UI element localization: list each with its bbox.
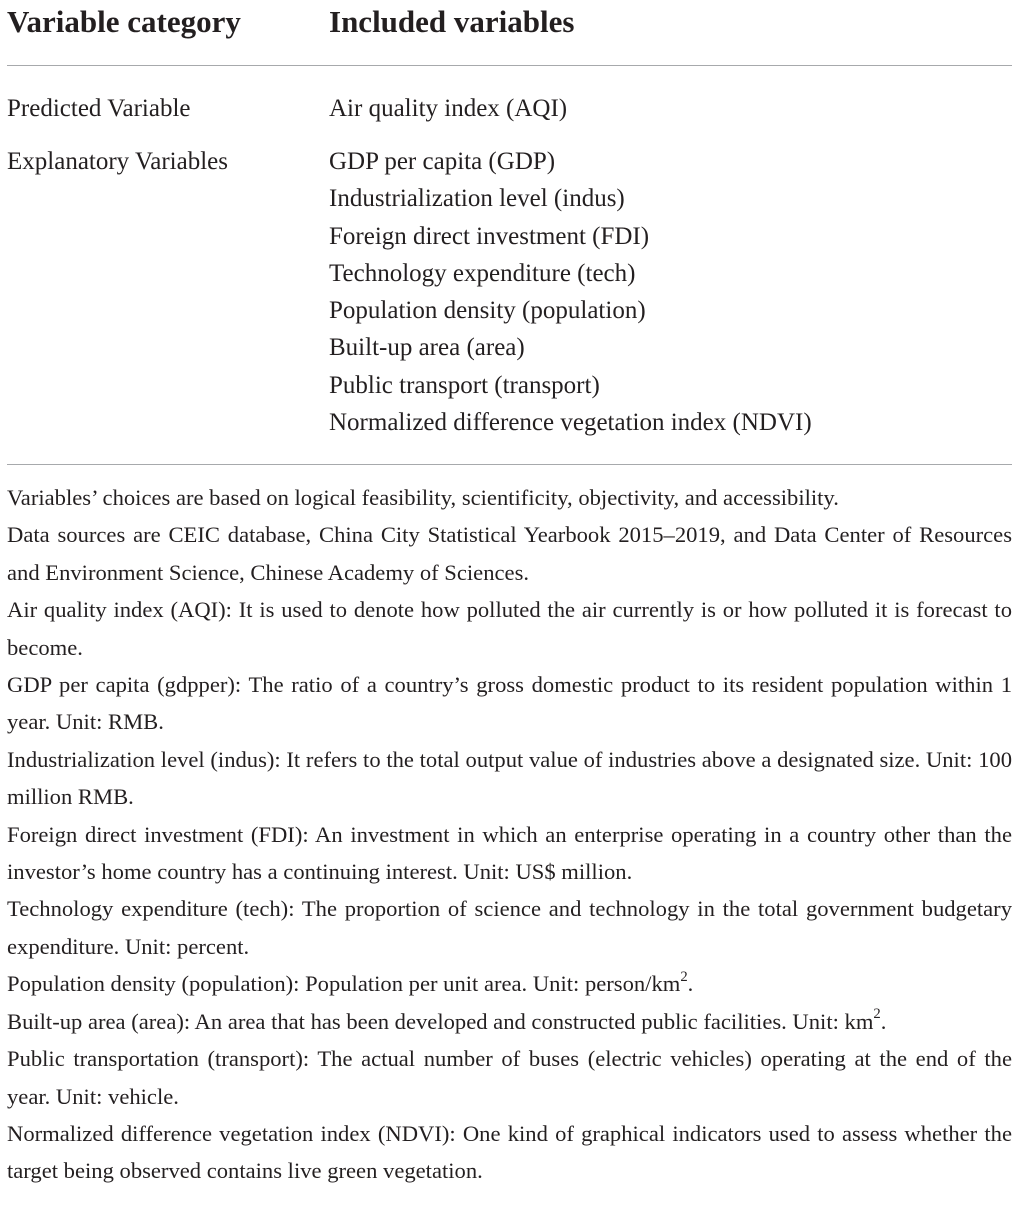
explanatory-variable: Technology expenditure (tech) (329, 259, 636, 287)
footnote: Air quality index (AQI): It is used to denote how polluted the air currently is or how polluted it is forecast to become. (7, 597, 1012, 660)
footnote-text: Population density (population): Population per unit area. Unit: person/km (7, 971, 681, 997)
explanatory-variable: Public transport (transport) (329, 371, 600, 399)
footnote: Public transportation (transport): The actual number of buses (electric vehicles) operating at the end of the year. Unit: vehicle. (7, 1046, 1012, 1109)
footnote-tail: . (880, 1008, 887, 1034)
footnote-superscript: 2 (873, 1005, 881, 1022)
footnote: Variables’ choices are based on logical feasibility, scientificity, objectivity, and accessibility. (7, 485, 839, 510)
predicted-category: Predicted Variable (7, 95, 191, 122)
footnote: Normalized difference vegetation index (NDVI): One kind of graphical indicators used to assess whether the target being observed contains live green vegetation. (7, 1120, 1012, 1184)
predicted-variable: Air quality index (AQI) (329, 95, 568, 122)
explanatory-variable-list (329, 143, 812, 441)
explanatory-variable: Industrialization level (indus) (329, 185, 625, 213)
explanatory-variable: GDP per capita (GDP) (329, 148, 556, 175)
footnote-text: Built-up area (area): An area that has been developed and constructed public facilities. Unit: km (7, 1008, 874, 1034)
footnote: Foreign direct investment (FDI): An investment in which an enterprise operating in a country other than the investor’s home country has a continuing interest. Unit: US$ million. (7, 821, 1012, 885)
explanatory-category: Explanatory Variables (7, 148, 228, 175)
footnote: Industrialization level (indus): It refers to the total output value of industries above a designated size. Unit: 100 million RMB. (7, 746, 1012, 810)
footnote: Technology expenditure (tech): The proportion of science and technology in the total government budgetary expenditure. Unit: percent. (7, 896, 1012, 959)
footnote-superscript: 2 (680, 968, 688, 985)
table-footnotes (7, 479, 1012, 1190)
header-divider (7, 65, 1012, 66)
footnote-tail: . (687, 971, 694, 997)
footnote: Data sources are CEIC database, China City Statistical Yearbook 2015–2019, and Data Center of Resources and Environment Science, Chinese Academy of Sciences. (7, 522, 1012, 585)
header-included-variables: Included variables (329, 4, 575, 39)
explanatory-variable: Foreign direct investment (FDI) (329, 222, 650, 250)
header-variable-category: Variable category (7, 4, 241, 39)
explanatory-variable: Normalized difference vegetation index (NDVI) (329, 409, 812, 437)
explanatory-variable: Population density (population) (329, 297, 646, 325)
table-bottom-divider (7, 464, 1012, 465)
footnote (7, 965, 1012, 1002)
footnote (7, 1003, 1012, 1040)
explanatory-variable: Built-up area (area) (329, 334, 525, 362)
footnote: GDP per capita (gdpper): The ratio of a country’s gross domestic product to its resident population within 1 year. Unit: RMB. (7, 672, 1012, 735)
